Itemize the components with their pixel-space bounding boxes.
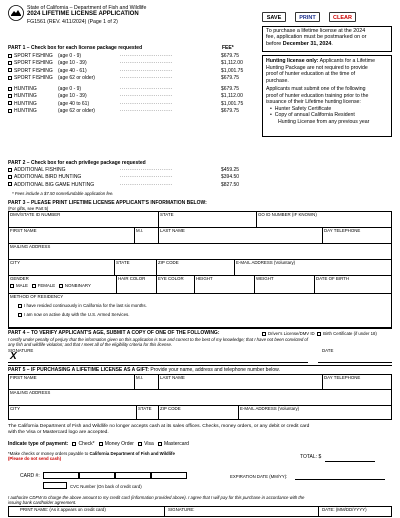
gift-mailing-label: MAILING ADDRESS: [10, 390, 51, 395]
package-checkbox[interactable]: [8, 54, 12, 58]
privilege-fee: $459.25: [221, 167, 240, 173]
part5-grid: [8, 374, 392, 420]
package-label: SPORT FISHING: [14, 60, 53, 67]
total-label: TOTAL: $: [300, 454, 322, 460]
package-checkbox[interactable]: [8, 76, 12, 80]
gift-state-label: STATE: [138, 406, 152, 411]
residency-option-1: I have resided continuously in California for the last six months.: [18, 303, 147, 308]
gift-zip-label: ZIP CODE: [160, 406, 181, 411]
gift-email-label: E-MAIL ADDRESS (Voluntary): [240, 406, 300, 411]
card-date-label: DATE: (MM/DD/YYYY): [322, 507, 367, 512]
postmark-notice: To purchase a lifetime license at the 2024 fee, application must be postmarked on or before December 31, 2024.: [262, 26, 392, 52]
part1-item[interactable]: HUNTING (age 62 or older) ............................ $679.75: [8, 108, 238, 115]
part1-item[interactable]: SPORT FISHING (age 40 - 61) ............................ $1,001.75: [8, 68, 238, 75]
part1-item[interactable]: HUNTING (age 40 to 61) ............................ $1,001.75: [8, 101, 238, 108]
package-age: (age 0 - 9): [58, 53, 82, 59]
package-label: HUNTING: [14, 108, 37, 115]
card-number-field[interactable]: [43, 472, 187, 479]
package-age: (age 40 - 61): [58, 67, 87, 74]
part1-item[interactable]: HUNTING (age 0 - 9) ............................ $679.75: [8, 86, 238, 93]
email-label: E-MAIL ADDRESS (Voluntary): [236, 260, 296, 265]
gift-first-name-label: FIRST NAME: [10, 375, 37, 380]
go-id-label: GO ID NUMBER (IF KNOWN): [258, 212, 317, 217]
privilege-fee: $394.50: [221, 174, 240, 181]
first-name-label: FIRST NAME: [10, 228, 37, 233]
dmv-id-label: DMV/STATE ID NUMBER: [10, 212, 61, 217]
package-fee: $679.75: [221, 108, 240, 115]
part2-item[interactable]: ADDITIONAL BIG GAME HUNTING ............................ $827.50: [8, 182, 238, 189]
hair-color-label: HAIR COLOR: [118, 276, 146, 281]
fee-header: FEE*: [222, 45, 234, 51]
part1-item[interactable]: SPORT FISHING (age 10 - 39) ............................ $1,112.00: [8, 60, 238, 67]
authorize-line-2: issuing bank cardholder agreement.: [8, 500, 77, 505]
gift-city-label: CITY: [10, 406, 21, 411]
city-label: CITY: [10, 260, 21, 265]
part3-heading: PART 3 – PLEASE PRINT LIFETIME LICENSE APPLICANT'S INFORMATION BELOW:: [8, 200, 207, 206]
package-label: SPORT FISHING: [14, 67, 53, 74]
day-phone-label: DAY TELEPHONE: [324, 228, 361, 233]
part1-item[interactable]: SPORT FISHING (age 62 or older) ............................ $679.75: [8, 75, 238, 82]
part3-subheading: (For gifts, see Part 5): [8, 206, 49, 211]
package-label: HUNTING: [14, 100, 37, 107]
birth-cert-checkbox[interactable]: [317, 332, 321, 336]
eye-color-label: EYE COLOR: [158, 276, 184, 281]
package-age: (age 62 or older): [58, 74, 95, 81]
payable-note: *Make checks or money orders payable to California Department of Fish and Wildlife: [8, 451, 175, 456]
certify-line-2: any fish and wildlife violation; and that I meet all of the eligibility criteria for this license.: [8, 342, 173, 347]
package-fee: $1,001.75: [221, 67, 244, 74]
privilege-checkbox[interactable]: [8, 168, 12, 172]
print-name-label: PRINT NAME: (As it appears on credit card): [20, 507, 106, 512]
gift-mi-label: M.I.: [136, 375, 144, 380]
part2-list: [8, 167, 238, 189]
cvc-label: CVC Number (On back of credit card): [70, 484, 142, 489]
authorize-line-1: I authorize CDFW to charge the above amount to my credit card (information provided above). I agree that I will pay for this purchase in accordance with the: [8, 495, 305, 500]
residency-option-2: I am now on active duty with the U.S. Armed Services.: [18, 312, 129, 317]
expiration-field[interactable]: [295, 479, 385, 480]
part1-list: [8, 52, 244, 115]
total-field[interactable]: [325, 461, 375, 462]
zip-label: ZIP CODE: [158, 260, 179, 265]
drivers-license-checkbox[interactable]: [262, 332, 266, 336]
package-age: (age 10 - 39): [58, 93, 87, 100]
package-label: SPORT FISHING: [14, 74, 53, 81]
package-age: (age 40 to 61): [58, 100, 90, 107]
package-age: (age 62 or older): [58, 108, 95, 115]
signature-x: X: [10, 351, 17, 362]
save-button[interactable]: SAVE: [262, 12, 286, 22]
privilege-label: ADDITIONAL BIG GAME HUNTING: [14, 181, 95, 188]
weight-label: WEIGHT: [256, 276, 274, 281]
package-fee: $679.75: [221, 53, 240, 59]
mastercard-checkbox[interactable]: [158, 442, 162, 446]
female-checkbox[interactable]: [32, 284, 36, 288]
gender-options: MALE FEMALE NONBINARY: [10, 283, 91, 288]
privilege-label: ADDITIONAL FISHING: [14, 167, 66, 173]
gift-last-name-label: LAST NAME: [160, 375, 185, 380]
package-checkbox[interactable]: [8, 101, 12, 105]
cvc-field[interactable]: [43, 482, 67, 489]
package-fee: $1,112.00: [221, 93, 243, 100]
package-fee: $679.75: [221, 74, 240, 81]
cdfw-logo: [8, 5, 24, 21]
form-title: 2024 LIFETIME LICENSE APPLICATION: [27, 11, 139, 17]
residency-checkbox-2[interactable]: [18, 313, 22, 317]
print-button[interactable]: PRINT: [295, 12, 320, 22]
package-label: HUNTING: [14, 86, 37, 93]
part1-item[interactable]: SPORT FISHING (age 0 - 9) ............................ $679.75: [8, 53, 238, 60]
gift-day-phone-label: DAY TELEPHONE: [324, 375, 361, 380]
payment-note-2: with the Visa or Mastercard logo are accepted.: [8, 430, 109, 435]
hunting-info-box: Hunting license only: Applicants for a Lifetime Hunting Package are not required to provide proof of hunter education at the time of purchase. Applicants must submit one of the following proof of hunter education training prior to the issuance of their Lifetime hunting license: • Hunter Safety Certificate • Copy of annual California Resident Hunting License from any previous year: [262, 55, 392, 137]
expiration-label: EXPIRATION DATE (MM/YY):: [230, 474, 288, 479]
last-name-label: LAST NAME: [160, 228, 185, 233]
package-fee: $1,001.75: [221, 100, 244, 107]
money-order-checkbox[interactable]: [99, 442, 103, 446]
visa-checkbox[interactable]: [138, 442, 142, 446]
male-checkbox[interactable]: [10, 284, 14, 288]
payment-type-row: Indicate type of payment: Check* Money Order Visa Mastercard: [8, 441, 189, 447]
check-checkbox[interactable]: [72, 442, 76, 446]
package-age: (age 0 - 9): [58, 86, 82, 93]
height-label: HEIGHT: [196, 276, 213, 281]
package-age: (age 10 - 39): [58, 60, 87, 67]
part4-options: Driver's License/DMV ID Birth Certificate (if under 18): [262, 331, 377, 336]
package-checkbox[interactable]: [8, 87, 12, 91]
part2-item[interactable]: ADDITIONAL BIRD HUNTING ............................ $394.50: [8, 174, 238, 181]
package-fee: $679.75: [221, 86, 240, 93]
clear-button[interactable]: CLEAR: [329, 12, 356, 22]
package-checkbox[interactable]: [8, 109, 12, 113]
signature-label: SIGNATURE: [8, 348, 34, 353]
agency-name: State of California – Department of Fish and Wildlife: [27, 5, 147, 11]
no-cash-note: (Please do not send cash): [8, 456, 62, 461]
dob-label: DATE OF BIRTH: [316, 276, 350, 281]
package-label: SPORT FISHING: [14, 53, 53, 59]
signature-field[interactable]: [20, 354, 312, 362]
package-checkbox[interactable]: [8, 61, 12, 65]
mailing-address-label: MAILING ADDRESS: [10, 244, 51, 249]
package-checkbox[interactable]: [8, 94, 12, 98]
privilege-checkbox[interactable]: [8, 175, 12, 179]
mi-label: M.I.: [136, 228, 144, 233]
privilege-fee: $827.50: [221, 181, 240, 188]
certify-line-1: I certify under penalty of perjury that the information given on this application is true and correct to the best of my knowledge; that I have not been convicted of: [8, 337, 308, 342]
package-fee: $1,112.00: [221, 60, 243, 67]
part2-item[interactable]: ADDITIONAL FISHING ............................ $459.25: [8, 167, 238, 174]
part1-item[interactable]: HUNTING (age 10 - 39) ............................ $1,112.00: [8, 93, 238, 100]
card-label: CARD #:: [20, 473, 40, 479]
residency-checkbox-1[interactable]: [18, 304, 22, 308]
date-label: DATE: [322, 348, 334, 353]
privilege-label: ADDITIONAL BIRD HUNTING: [14, 174, 82, 181]
part2-heading: PART 2 – Check box for each privilege package requested: [8, 160, 146, 166]
state-label: STATE: [160, 212, 174, 217]
package-label: HUNTING: [14, 93, 37, 100]
fee-footnote: * Fees include a $7.50 nonrefundable application fee.: [12, 191, 114, 196]
state2-label: STATE: [116, 260, 130, 265]
gender-label: GENDER: [10, 276, 29, 281]
form-id: FG1561 (REV. 4/11/2024) (Page 1 of 2): [27, 19, 118, 25]
privilege-checkbox[interactable]: [8, 182, 12, 186]
part4-heading: PART 4 – TO VERIFY APPLICANT'S AGE, SUBMIT A COPY OF ONE OF THE FOLLOWING:: [8, 330, 220, 336]
card-signature-label: SIGNATURE:: [168, 507, 195, 512]
part1-heading: PART 1 – Check box for each license package requested: [8, 45, 143, 51]
payment-note-1: The California Department of Fish and Wildlife no longer accepts cash at its sales offices. Checks, money orders, or any debit or credit card: [8, 424, 310, 429]
nonbinary-checkbox[interactable]: [59, 284, 63, 288]
package-checkbox[interactable]: [8, 68, 12, 72]
residency-label: METHOD OF RESIDENCY: [10, 294, 64, 299]
part5-heading: PART 5 – IF PURCHASING A LIFETIME LICENSE AS A GIFT: Provide your name, address and telephone number below.: [8, 367, 280, 373]
